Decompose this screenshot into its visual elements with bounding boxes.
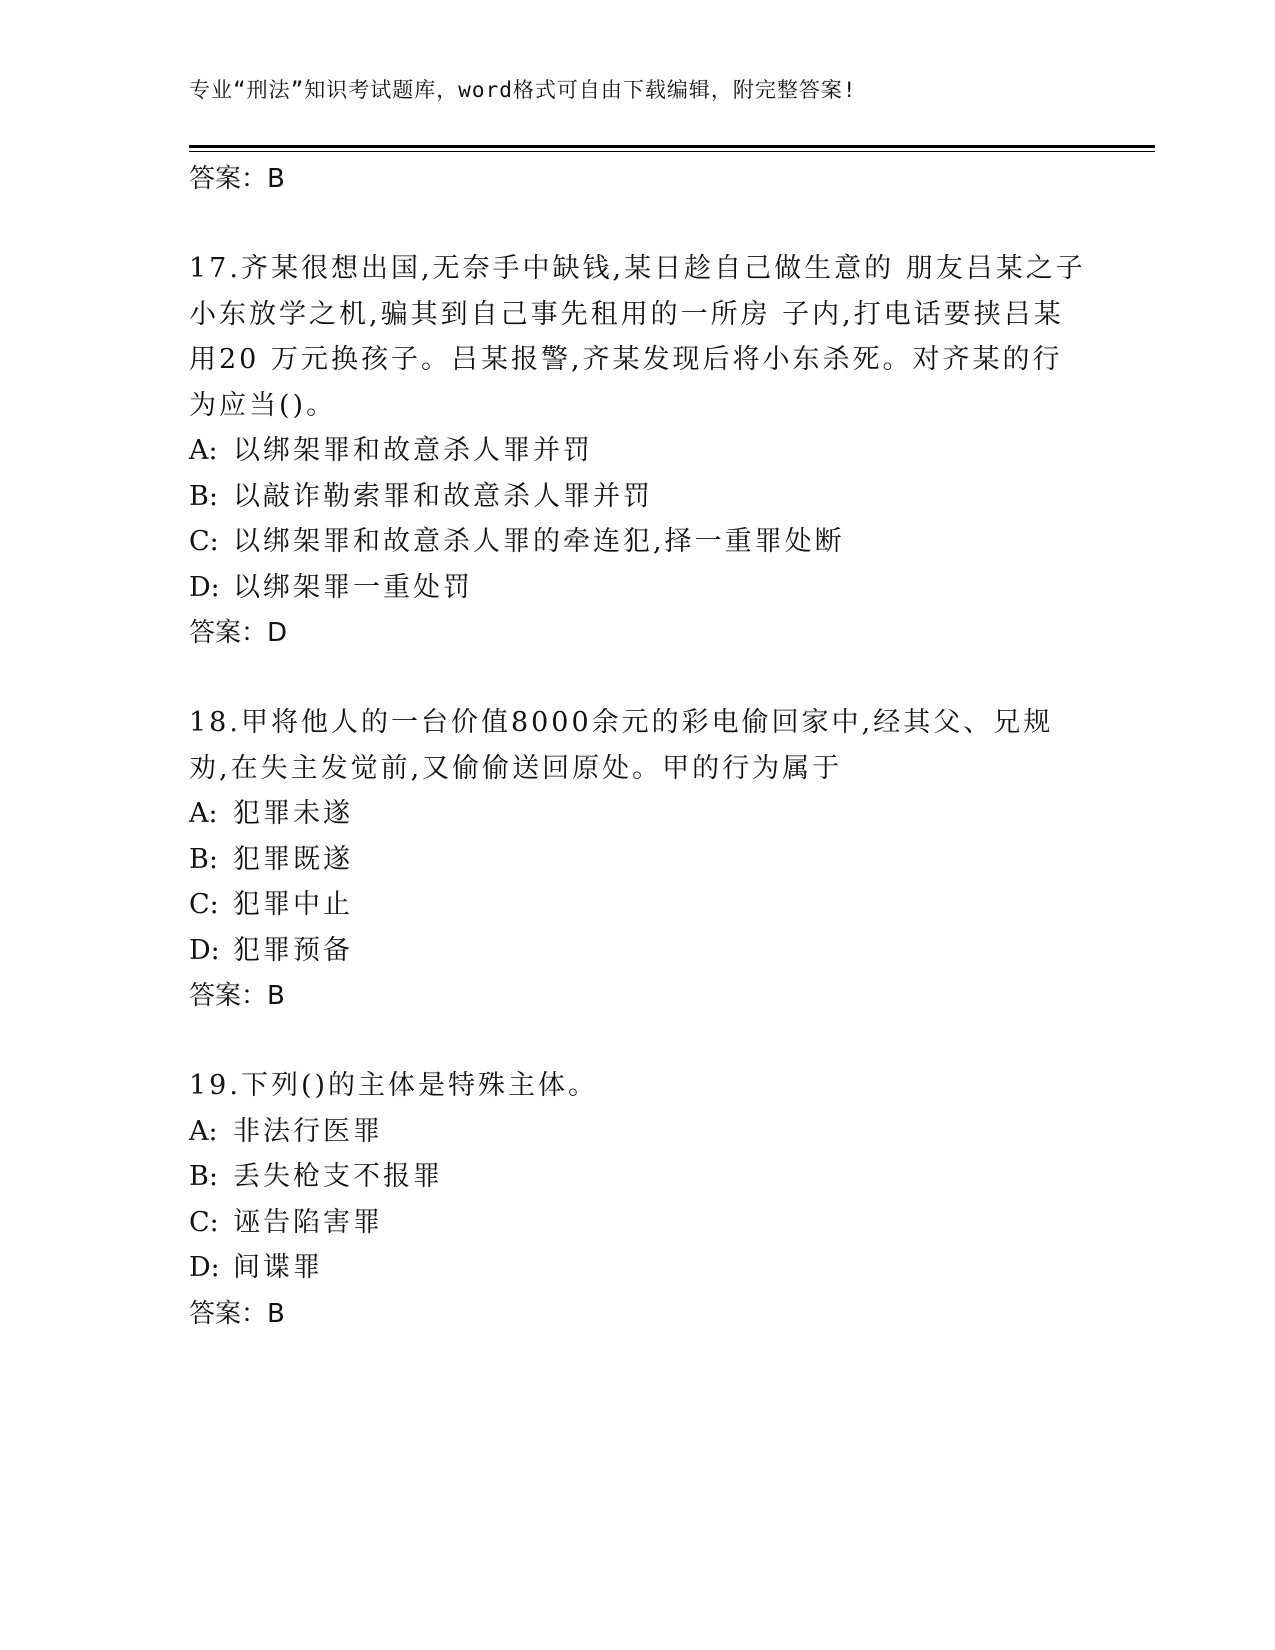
option-text: 以绑架罪一重处罚 bbox=[233, 571, 473, 603]
answer-line: 答案：D bbox=[189, 618, 288, 648]
option-a bbox=[189, 428, 1089, 474]
answer-line: 答案：B bbox=[189, 981, 285, 1011]
option-b bbox=[189, 837, 1089, 883]
option-c bbox=[189, 519, 1089, 565]
option-letter: C: bbox=[189, 889, 219, 920]
previous-answer: 答案：B bbox=[189, 164, 285, 194]
question-18 bbox=[189, 700, 1089, 1019]
option-letter: B: bbox=[189, 480, 218, 512]
question-text: 下列()的主体是特殊主体。 bbox=[240, 1070, 599, 1101]
option-b bbox=[189, 474, 1089, 520]
option-letter: D: bbox=[189, 571, 220, 603]
option-text: 以绑架罪和故意杀人罪并罚 bbox=[233, 435, 593, 466]
option-text: 犯罪未遂 bbox=[233, 798, 353, 829]
page-header: 专业“刑法”知识考试题库，word格式可自由下载编辑，附完整答案! bbox=[189, 78, 857, 102]
option-letter: C: bbox=[189, 526, 219, 557]
option-letter: B: bbox=[189, 1161, 218, 1192]
question-number: 19. bbox=[189, 1070, 241, 1101]
question-text: 齐某很想出国,无奈手中缺钱,某日趁自己做生意的 朋友吕某之子小东放学之机,骗其到自己事先租用的一所房 子内,打电话要挟吕某用20 万元换孩子。吕某报警,齐某发现后将小东杀死。对齐某的行为应当()。 bbox=[189, 253, 1086, 421]
option-letter: B: bbox=[189, 843, 218, 875]
answer-line: 答案：B bbox=[189, 1298, 285, 1329]
option-text: 丢失枪支不报罪 bbox=[233, 1161, 443, 1192]
option-text: 间谍罪 bbox=[233, 1252, 323, 1283]
header-rule-thin bbox=[189, 151, 1155, 152]
option-b bbox=[189, 1154, 1089, 1200]
question-stem bbox=[189, 1063, 1089, 1109]
question-content bbox=[189, 156, 1089, 1337]
option-text: 非法行医罪 bbox=[233, 1115, 383, 1147]
option-d bbox=[189, 928, 1089, 974]
option-letter: A: bbox=[189, 1115, 218, 1147]
option-letter: A: bbox=[189, 798, 218, 829]
option-text: 犯罪中止 bbox=[233, 889, 353, 920]
option-text: 以绑架罪和故意杀人罪的牵连犯,择一重罪处断 bbox=[233, 526, 845, 557]
option-a bbox=[189, 1109, 1089, 1155]
option-c bbox=[189, 882, 1089, 928]
option-c bbox=[189, 1200, 1089, 1246]
option-a bbox=[189, 791, 1089, 837]
option-d bbox=[189, 1245, 1089, 1291]
question-stem bbox=[189, 700, 1089, 791]
option-letter: C: bbox=[189, 1206, 219, 1238]
option-text: 犯罪预备 bbox=[233, 934, 353, 966]
question-stem bbox=[189, 246, 1089, 428]
option-letter: D: bbox=[189, 934, 220, 966]
option-text: 犯罪既遂 bbox=[233, 843, 353, 875]
question-text: 甲将他人的一台价值8000余元的彩电偷回家中,经其父、兄规劝,在失主发觉前,又偷偷送回原处。甲的行为属于 bbox=[189, 707, 1054, 784]
question-17 bbox=[189, 246, 1089, 656]
question-number: 17. bbox=[189, 253, 241, 284]
option-text: 以敲诈勒索罪和故意杀人罪并罚 bbox=[233, 480, 653, 512]
option-letter: A: bbox=[189, 435, 218, 466]
question-number: 18. bbox=[189, 707, 241, 738]
option-letter: D: bbox=[189, 1252, 220, 1283]
question-19 bbox=[189, 1063, 1089, 1337]
header-rule-thick bbox=[189, 145, 1155, 148]
option-text: 诬告陷害罪 bbox=[233, 1206, 383, 1238]
option-d bbox=[189, 565, 1089, 611]
